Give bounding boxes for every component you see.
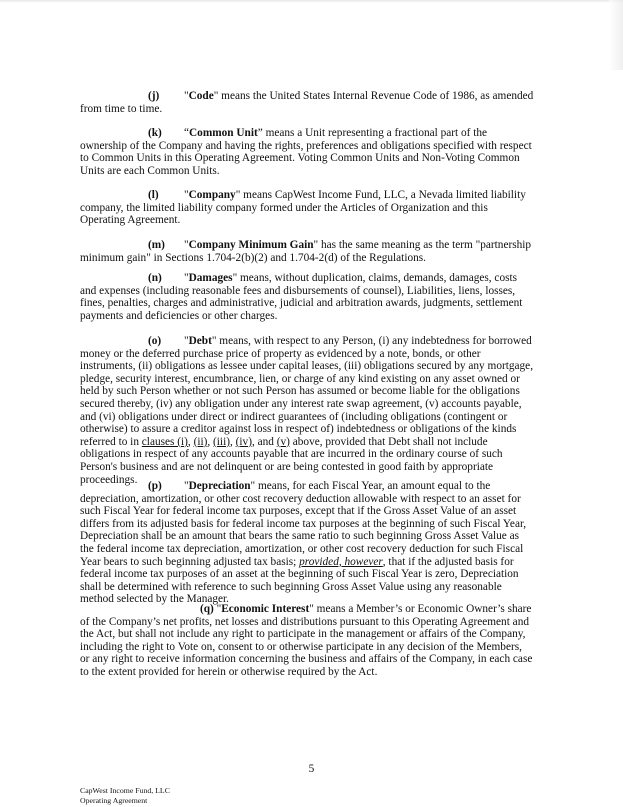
clause-reference: (ii) (193, 435, 208, 448)
definition-common-unit: (k) “Common Unit” means a Unit representing a fractional part of the ownership of the Company and having the rights, preferences and obligations specified with respect to Common Units in this Operating Agreement. Voting Common Units and Non-Voting Common Units are each Common Units. (80, 127, 532, 177)
clause-label: (q) (200, 603, 214, 615)
proviso-phrase: provided, however (299, 555, 383, 568)
footer-document-title: Operating Agreement (80, 795, 148, 805)
clause-label: (j) (148, 90, 160, 102)
clause-reference: (v) (276, 435, 290, 448)
clause-label: (p) (148, 480, 162, 492)
definition-debt: (o) "Debt" means, with respect to any Person, (i) any indebtedness for borrowed money or the deferred purchase price of property as evidenced by a note, bonds, or other instruments, (ii) obligations as lessee under capital leases, (iii) obligations secured by any mortgage, pledge, security interest, encumbrance, lien, or charge of any kind existing on any asset owned or held by such Person whether or not such Person has assumed or become liable for the obligations secured thereby, (iv) any obligation under any interest rate swap agreement, (v) accounts payable, and (vi) obligations under direct or indirect guarantees of (including obligations (contingent or otherwise) to assure a creditor against loss in respect of) indebtedness or obligations of the kinds referred to in clauses (i), (ii), (iii), (iv), and (v) above, provided that Debt shall not include obligations in respect of any accounts payable that are incurred in the ordinary course of such Person's business and are not delinquent or are being contested in good faith by appropriate proceedings. (80, 335, 534, 486)
defined-term: Code (188, 90, 214, 102)
definition-company-minimum-gain: (m) "Company Minimum Gain" has the same meaning as the term "partnership minimum gain" in Sections 1.704-2(b)(2) and 1.704-2(d) of the Regulations. (80, 239, 532, 264)
clause-reference: (iii) (213, 435, 230, 448)
definition-depreciation: (p) "Depreciation" means, for each Fiscal Year, an amount equal to the depreciation, amortization, or other cost recovery deduction allowable with respect to an asset for such Fiscal Year for federal income tax purposes, except that if the Gross Asset Value of an asset differs from its adjusted basis for federal income tax purposes at the beginning of such Fiscal Year, Depreciation shall be an amount that bears the same ratio to such beginning Gross Asset Value as the federal income tax depreciation, amortization, or other cost recovery deduction for such Fiscal Year bears to such beginning adjusted tax basis; provided, however, that if the adjusted basis for federal income tax purposes of an asset at the beginning of such Fiscal Year is zero, Depreciation shall be determined with reference to such beginning Gross Asset Value using any reasonable method selected by the Manager. (80, 480, 527, 606)
defined-term: Debt (188, 335, 212, 347)
clause-label: (n) (148, 272, 162, 284)
defined-term: Depreciation (188, 480, 251, 492)
footer (80, 786, 170, 805)
clause-label: (l) (148, 189, 159, 201)
clause-reference: clauses (i) (141, 435, 188, 448)
defined-term: Company Minimum Gain (188, 239, 314, 251)
scan-top-edge (0, 0, 623, 3)
page-number: 5 (308, 763, 315, 775)
footer-company-name: CapWest Income Fund, LLC (80, 786, 170, 795)
definition-damages: (n) "Damages" means, without duplication, claims, demands, damages, costs and expenses (including reasonable fees and disbursements of counsel), Liabilities, liens, losses, fines, penalties, charges and administrative, judicial and arbitration awards, judgments, settlement payments and deficiencies or other charges. (80, 272, 523, 322)
clause-reference: (iv) (235, 435, 252, 448)
defined-term: Company (188, 189, 236, 201)
defined-term: Damages (188, 272, 233, 284)
clause-label: (m) (148, 239, 165, 251)
scan-right-edge (609, 0, 623, 70)
definition-code: (j) "Code" means the United States Internal Revenue Code of 1986, as amended from time to time. (80, 90, 534, 115)
clause-label: (k) (148, 127, 162, 139)
defined-term: Common Unit (189, 127, 258, 139)
defined-term: Economic Interest (221, 603, 310, 615)
definition-company: (l) "Company" means CapWest Income Fund, LLC, a Nevada limited liability company, the limited liability company formed under the Articles of Organization and this Operating Agreement. (80, 189, 526, 227)
clause-label: (o) (148, 335, 162, 347)
definition-economic-interest: (q) "Economic Interest" means a Member’s or Economic Owner’s share of the Company’s net profits, net losses and distributions pursuant to this Operating Agreement and the Act, but shall not include any right to participate in the management or affairs of the Company, including the right to Vote on, consent to or otherwise participate in any decision of the Members, or any right to receive information concerning the business and affairs of the Company, in each case to the extent provided for herein or otherwise required by the Act. (80, 603, 533, 678)
